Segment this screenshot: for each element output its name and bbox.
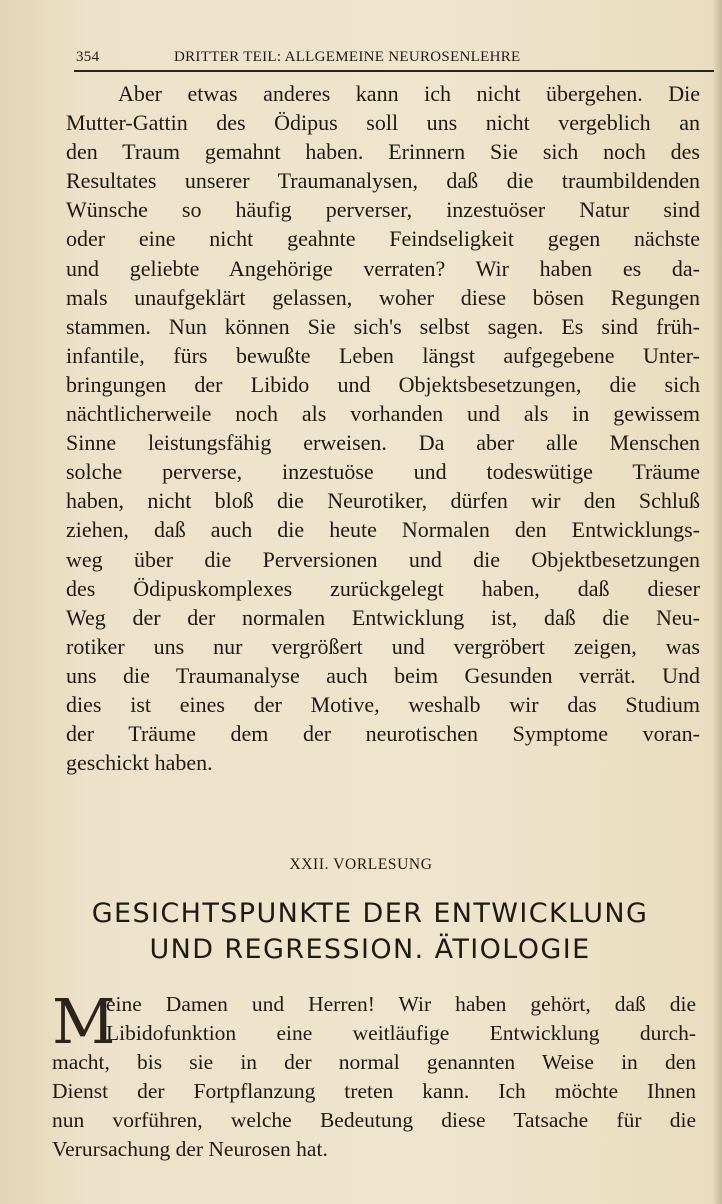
text-line: Sinne leistungsfähig erweisen. Da aber alle Menschen: [66, 430, 700, 456]
text-line: und geliebte Angehörige verraten? Wir haben es da-: [66, 255, 700, 281]
text-line: Weg der der normalen Entwicklung ist, daß die Neu-: [66, 604, 700, 630]
text-line: der Träume dem der neurotischen Symptome voran-: [66, 721, 700, 747]
text-line: Resultates unserer Traumanalysen, daß die traumbildenden: [66, 168, 700, 194]
chapter-label: XXII. VORLESUNG: [289, 856, 433, 873]
text-line: weg über die Perversionen und die Objektbesetzungen: [66, 546, 700, 572]
text-line: macht, bis sie in der normal genannten Weise in den: [52, 1050, 696, 1075]
text-line: Libidofunktion eine weitläufige Entwicklung durch-: [106, 1021, 696, 1046]
drop-cap: M: [52, 985, 116, 1058]
running-header: [74, 46, 714, 72]
text-line: uns die Traumanalyse auch beim Gesunden verrät. Und: [66, 662, 700, 688]
opening-paragraph: [52, 985, 696, 1165]
text-line: nun vorführen, welche Bedeutung diese Tatsache für die: [52, 1108, 696, 1133]
text-line: infantile, fürs bewußte Leben längst aufgegebene Unter-: [66, 342, 700, 368]
text-line: rotiker uns nur vergrößert und vergröbert zeigen, was: [66, 633, 700, 659]
body-paragraph: [66, 79, 700, 777]
text-line: solche perverse, inzestuöse und todeswütige Träume: [66, 459, 700, 485]
text-line: eine Damen und Herren! Wir haben gehört, daß die: [106, 992, 696, 1016]
text-line: stammen. Nun können Sie sich's selbst sagen. Es sind früh-: [66, 313, 700, 339]
text-line: dies ist eines der Motive, weshalb wir das Studium: [66, 691, 700, 717]
text-line: haben, nicht bloß die Neurotiker, dürfen wir den Schluß: [66, 488, 700, 514]
text-line: nächtlicherweile noch als vorhanden und als in gewissem: [66, 401, 700, 427]
chapter-title-line: GESICHTSPUNKTE DER ENTWICKLUNG: [91, 898, 649, 929]
chapter-title: [30, 896, 710, 968]
text-line: Wünsche so häufig perverser, inzestuöser Natur sind: [66, 197, 700, 223]
text-line: Verursachung der Neurosen hat.: [52, 1137, 328, 1162]
text-line: oder eine nicht geahnte Feindseligkeit gegen nächste: [66, 226, 700, 252]
page-edge-shadow: [712, 0, 722, 1204]
text-line: mals unaufgeklärt gelassen, woher diese bösen Regungen: [66, 284, 700, 310]
running-title: DRITTER TEIL: ALLGEMEINE NEUROSENLEHRE: [174, 49, 521, 65]
text-line: Mutter-Gattin des Ödipus soll uns nicht vergeblich an: [66, 110, 700, 136]
text-line: Aber etwas anderes kann ich nicht übergehen. Die: [118, 81, 700, 106]
text-line: geschickt haben.: [66, 750, 213, 776]
text-line: ziehen, daß auch die heute Normalen den Entwicklungs-: [66, 517, 700, 543]
text-line: den Traum gemahnt haben. Erinnern Sie sich noch des: [66, 139, 700, 165]
text-line: bringungen der Libido und Objektsbesetzungen, die sich: [66, 371, 700, 397]
page-number: 354: [76, 49, 100, 65]
text-line: Dienst der Fortpflanzung treten kann. Ich möchte Ihnen: [52, 1079, 696, 1104]
chapter-title-line: UND REGRESSION. ÄTIOLOGIE: [149, 934, 591, 965]
text-line: des Ödipuskomplexes zurückgelegt haben, daß dieser: [66, 575, 700, 601]
